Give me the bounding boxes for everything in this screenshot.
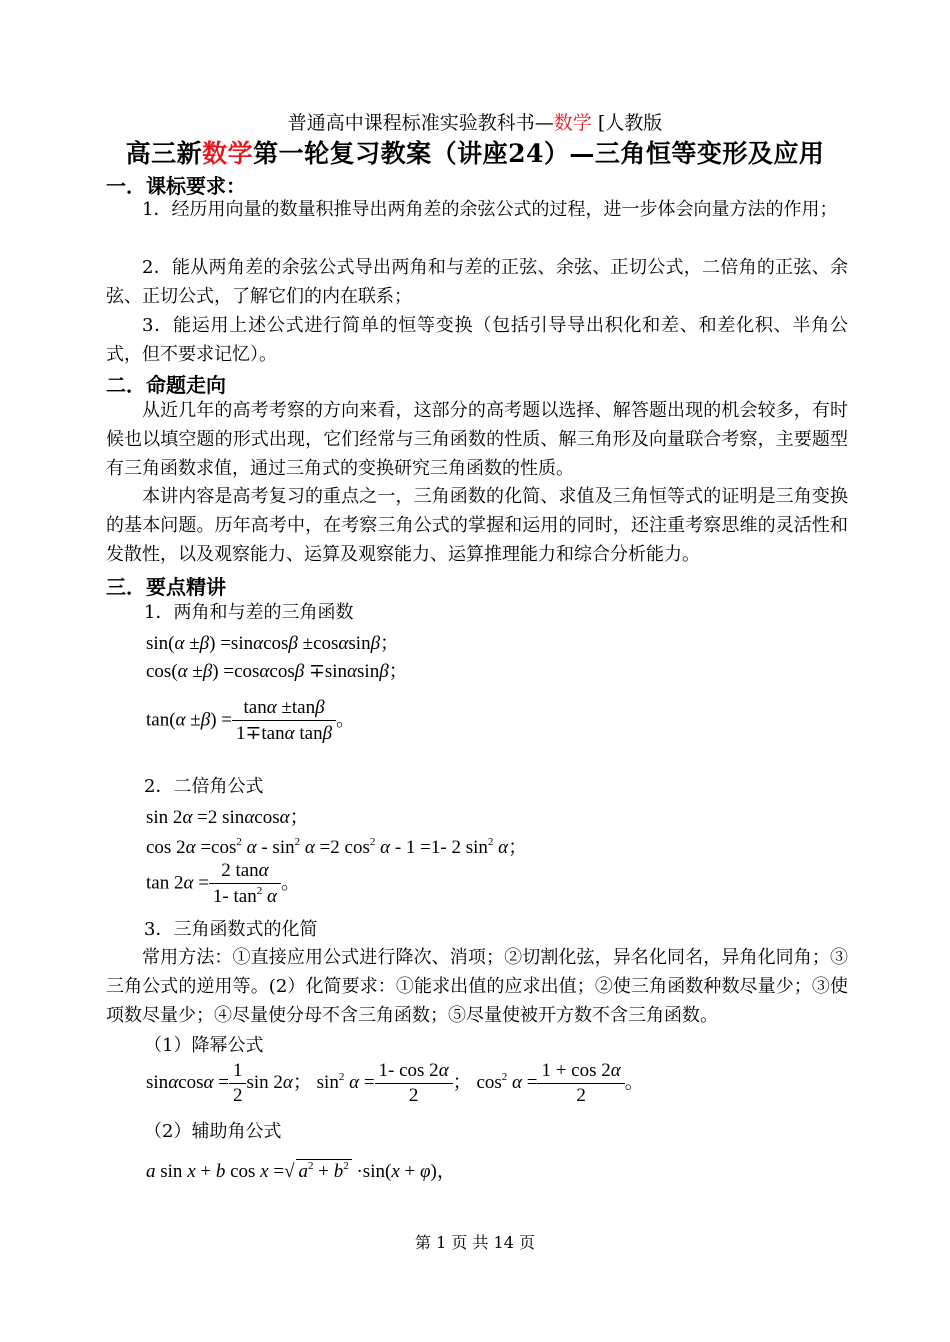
formula-sin-sum: sin(α ±β) =sinαcosβ ±cosαsinβ； xyxy=(146,633,400,654)
trend-paragraph-2: 本讲内容是高考复习的重点之一，三角函数的化简、求值及三角恒等式的证明是三角变换的基本问题。历年高考中，在考察三角公式的掌握和运用的同时，还注重考察思维的灵活性和发散性，以及观察能力、运算及观察能力、运算推理能力和综合分析能力。 xyxy=(106,486,848,565)
trend-paragraph-1: 从近几年的高考考察的方向来看，这部分的高考题以选择、解答题出现的机会较多，有时候也以填空题的形式出现，它们经常与三角函数的性质、解三角形及向量联合考察，主要题型有三角函数求值，通过三角式的变换研究三角函数的性质。 xyxy=(106,400,848,479)
title-highlight: 数学 xyxy=(202,139,254,168)
subtopic-power-reduction: （1）降幂公式 xyxy=(144,1035,264,1056)
requirement-3: 3．能运用上述公式进行简单的恒等变换（包括引导导出积化和差、和差化积、半角公式，但不要求记忆）。 xyxy=(106,315,848,365)
document-title xyxy=(0,134,950,170)
formula-power-reduction: sinαcosα = $\frac{1}{2}$ sin 2α； $\sin^2 \alpha$ = $\frac{1- \cos 2\alpha}{2}$ ； $\cos^2 \alpha$ = $\frac{1 + \cos 2\alpha}{2}$ 。 xyxy=(146,1060,644,1106)
title-text: 高三新 xyxy=(125,139,203,168)
formula-tan-sum: tan(α ±β) = $\frac{\tan\alpha \pm\tan\beta}{\text{1∓tanα tanβ}}$ 。 xyxy=(146,697,356,744)
document-subtitle xyxy=(0,108,950,135)
requirement-2: 2．能从两角差的余弦公式导出两角和与差的正弦、余弦、正切公式，二倍角的正弦、余弦、正切公式，了解它们的内在联系； xyxy=(106,257,848,307)
formula-sin-double: sin 2α =2 sinαcosα； xyxy=(146,807,309,828)
page-footer: 第 1 页 共 14 页 xyxy=(415,1233,535,1252)
requirement-1: 1．经历用向量的数量积推导出两角差的余弦公式的过程，进一步体会向量方法的作用； xyxy=(142,199,838,220)
subtitle-highlight: 数学 xyxy=(553,112,592,134)
formula-cos-sum: cos(α ±β) =cosαcosβ ∓sinαsinβ； xyxy=(146,661,408,682)
formula-auxiliary-angle: a sin x + b cos x =√ $a^2 + b^2 \cdot\sin(x + \varphi)$， xyxy=(146,1160,456,1182)
title-tail: 第一轮复习教案（讲座24）—三角恒等变形及应用 xyxy=(253,139,825,168)
simplification-methods: 常用方法：①直接应用公式进行降次、消项；②切割化弦，异名化同名，异角化同角；③ 三角公式的逆用等。(2）化简要求：①能求出值的应求出值；②使三角函数种数尽量少；③使项数尽量少；④尽量使分母不含三角函数；⑤尽量使被开方数不含三角函数。 xyxy=(106,947,848,1026)
subtopic-auxiliary-angle: （2）辅助角公式 xyxy=(144,1121,282,1142)
formula-cos-double: $\cos 2\alpha =\cos^2$ $\alpha - \sin^2 \alpha =2$ $\cos^2 \alpha - 1 =1-$ 2 $\sin^2 \alpha$； xyxy=(146,836,528,858)
subtitle-tail: [人教版 xyxy=(591,112,663,134)
topic-3: 3．三角函数式的化简 xyxy=(144,919,318,940)
section-heading-1: 一．课标要求： xyxy=(106,174,246,198)
topic-1: 1．两角和与差的三角函数 xyxy=(144,602,354,623)
topic-2: 2．二倍角公式 xyxy=(144,776,264,797)
formula-tan-double: tan 2α = $\frac{2 \tan\alpha}{1- \tan^2 \alpha}$ 。 xyxy=(146,860,300,907)
section-heading-2: 二．命题走向 xyxy=(106,373,226,397)
subtitle-text: 普通高中课程标准实验教科书— xyxy=(287,112,554,134)
section-heading-3: 三．要点精讲 xyxy=(106,575,226,599)
